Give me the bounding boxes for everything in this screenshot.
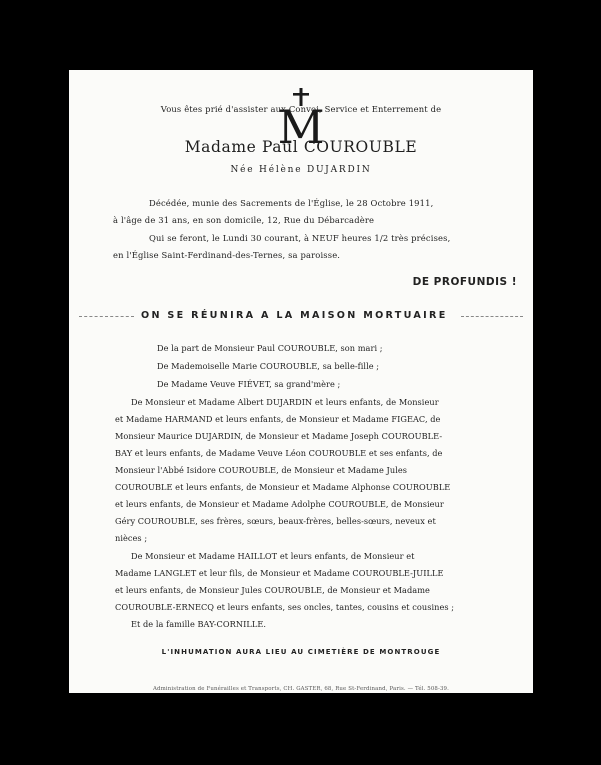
divider-right xyxy=(461,316,523,317)
family-line: Monsieur Maurice DUJARDIN, de Monsieur et Madame Joseph COUROUBLE- xyxy=(115,431,443,441)
inhumation-notice: L'INHUMATION AURA LIEU AU CIMETIÈRE DE MONTROUGE xyxy=(161,648,441,656)
death-line-1: Décédée, munie des Sacrements de l'Église, le 28 Octobre 1911, xyxy=(149,198,434,208)
printer-footer: Administration de Funérailles et Transports, CH. GASTER, 68, Rue St-Ferdinand, Paris. — Tél. 508-39. xyxy=(153,686,449,692)
monogram-letter: M xyxy=(277,100,325,146)
family-line: Monsieur l'Abbé Isidore COUROUBLE, de Monsieur et Madame Jules xyxy=(115,465,408,475)
family-line: BAY et leurs enfants, de Madame Veuve Léon COUROUBLE et ses enfants, de xyxy=(115,448,443,458)
family-line: De Madame Veuve FIÉVET, sa grand'mère ; xyxy=(157,379,341,389)
death-notice-card xyxy=(69,70,533,693)
family-line: Géry COUROUBLE, ses frères, sœurs, beaux-frères, belles-sœurs, neveux et xyxy=(115,516,436,526)
family-line: De la part de Monsieur Paul COUROUBLE, son mari ; xyxy=(157,343,383,353)
family-line: et leurs enfants, de Monsieur Jules COUROUBLE, de Monsieur et Madame xyxy=(115,585,430,595)
family-line: COUROUBLE et leurs enfants, de Monsieur et Madame Alphonse COUROUBLE xyxy=(115,482,451,492)
divider-left xyxy=(79,316,134,317)
family-line: Madame LANGLET et leur fils, de Monsieur et Madame COUROUBLE-JUILLE xyxy=(115,568,444,578)
service-line-1: Qui se feront, le Lundi 30 courant, à NEUF heures 1/2 très précises, xyxy=(149,233,451,243)
family-line: COUROUBLE-ERNECQ et leurs enfants, ses oncles, tantes, cousins et cousines ; xyxy=(115,602,455,612)
family-line: nièces ; xyxy=(115,533,148,543)
de-profundis: DE PROFUNDIS ! xyxy=(412,276,517,288)
reunion-heading: ON SE RÉUNIRA A LA MAISON MORTUAIRE xyxy=(141,310,448,321)
family-line: De Monsieur et Madame Albert DUJARDIN et leurs enfants, de Monsieur xyxy=(131,397,439,407)
invitation-text: Vous êtes prié d'assister aux Convoi, Service et Enterrement de xyxy=(160,104,442,114)
family-line: De Mademoiselle Marie COUROUBLE, sa belle-fille ; xyxy=(157,361,380,371)
family-line: et leurs enfants, de Monsieur et Madame Adolphe COUROUBLE, de Monsieur xyxy=(115,499,444,509)
maiden-name: Née Hélène DUJARDIN xyxy=(230,165,372,175)
family-line: De Monsieur et Madame HAILLOT et leurs enfants, de Monsieur et xyxy=(131,551,415,561)
death-line-2: à l'âge de 31 ans, en son domicile, 12, Rue du Débarcadère xyxy=(113,215,375,225)
deceased-name: Madame Paul COUROUBLE xyxy=(184,138,418,156)
family-line: et Madame HARMAND et leurs enfants, de Monsieur et Madame FIGEAC, de xyxy=(115,414,441,424)
service-line-2: en l'Église Saint-Ferdinand-des-Ternes, sa paroisse. xyxy=(113,250,341,260)
family-line: Et de la famille BAY-CORNILLE. xyxy=(131,619,267,629)
